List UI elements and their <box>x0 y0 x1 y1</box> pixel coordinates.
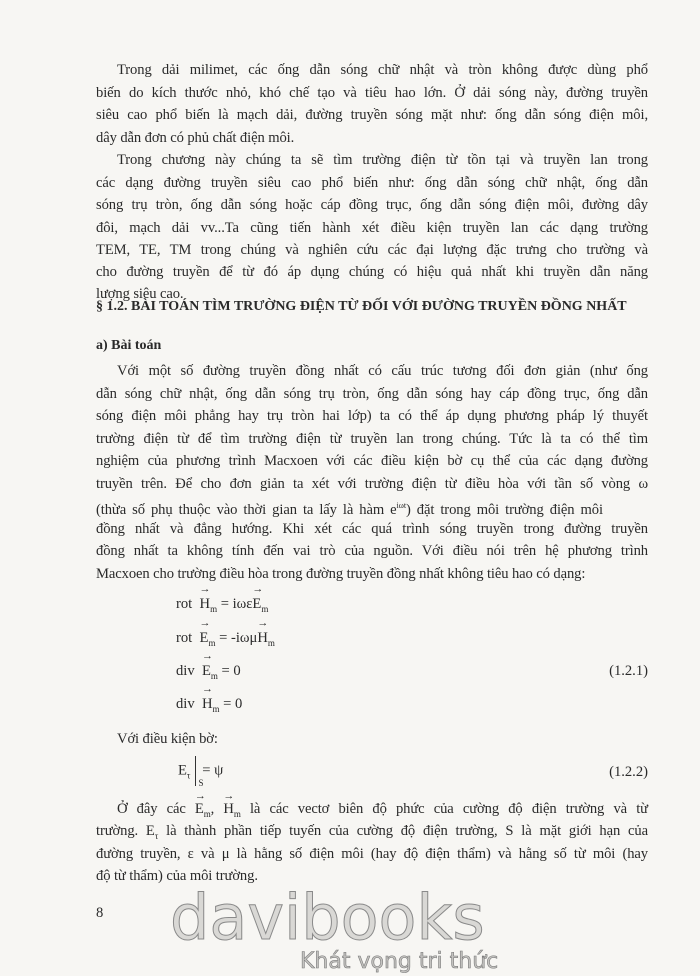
text-line: Ở đây các → $E_m$, → $H_m$ là các vectơ biên độ phức của cường độ điện trường và từ <box>117 799 648 824</box>
text-line: dẫn sóng chữ nhật, ống dẫn sóng trụ tròn, ống dẫn sóng hay cáp đồng trục, ống dẫn <box>96 386 648 402</box>
text-line: Trong dải milimet, các ống dẫn sóng chữ nhật và tròn không được dùng phổ <box>117 62 648 78</box>
boundary-condition-label: Với điều kiện bờ: <box>117 731 218 747</box>
text-line: các dạng đường truyền siêu cao phổ biến như: ống dẫn sóng chữ nhật, ống dẫn <box>96 175 648 191</box>
text-line: sóng điện môi phẳng hay trụ tròn hai lớp) ta có thể áp dụng phương pháp lý thuyết <box>96 408 648 424</box>
equation-rot-h: rot → $H_m = i\omega\varepsilon\to E_m$ <box>176 596 268 614</box>
text-line: Macxoen cho trường điều hòa trong đường truyền đồng nhất không tiêu hao có dạng: <box>96 566 586 582</box>
vector-e: → $E_m$ <box>202 663 218 681</box>
text-line: đồng nhất ta không tính đến vai trò của nguồn. Với điều nói trên hệ phương trình <box>96 543 648 559</box>
text-line: Với một số đường truyền đồng nhất có cấu trúc tương đối đơn giản (như ống <box>117 363 648 379</box>
equation-boundary: $E_\tau$ S = ψ <box>178 756 223 786</box>
vector-e: → $E_m$ <box>200 630 216 648</box>
equation-number: (1.2.1) <box>609 663 648 679</box>
text-line: nghiệm của phương trình Macxoen với các điều kiện bờ cụ thể của các dạng đường <box>96 453 648 469</box>
watermark-logo: davibooks <box>170 881 485 954</box>
text-line: truyền trên. Để cho đơn giản ta xét với trường điện từ điều hòa với tần số vòng ω <box>96 476 648 492</box>
equation-rot-e: rot → $E_m = -i\omega\mu\to H_m$ <box>176 630 275 648</box>
text-line: siêu cao phổ biến là mạch dải, đường truyền sóng mặt như: ống dẫn sóng điện môi, <box>96 107 648 123</box>
page-number: 8 <box>96 905 104 921</box>
text-line: TEM, TE, TM trong chúng và nghiên cứu các đại lượng đặc trưng cho trường và <box>96 242 648 258</box>
section-heading: § 1.2. BÀI TOÁN TÌM TRƯỜNG ĐIỆN TỪ ĐỐI VỚI ĐƯỜNG TRUYỀN ĐỒNG NHẤT <box>96 299 627 314</box>
text-line: độ từ thẩm) của môi trường. <box>96 868 258 884</box>
text-line: trường. $E_\tau$ là thành phần tiếp tuyến của cường độ điện trường, S là mặt giới hạn của <box>96 823 648 841</box>
vector-h: → $H_m$ <box>202 696 220 714</box>
text-line: Trong chương này chúng ta sẽ tìm trường điện từ tồn tại và truyền lan trong <box>117 152 648 168</box>
text-line: trường điện từ để tìm trường điện từ truyền lan trong chúng. Tức là ta có thể tìm <box>96 431 648 447</box>
text-line: lượng siêu cao. <box>96 286 184 302</box>
watermark-slogan: Khát vọng tri thức <box>300 949 499 974</box>
text-line: đồng nhất và đẳng hướng. Khi xét các quá trình sóng truyền trong đường truyền <box>96 521 648 537</box>
text-line: (thừa số phụ thuộc vào thời gian ta lấy là hàm $e^{i\omega t}$) đặt trong môi trường điện môi <box>96 501 603 518</box>
evaluation-bar: S <box>195 756 196 786</box>
text-line: dây dẫn đơn có phủ chất điện môi. <box>96 130 295 146</box>
text-line: đôi, mạch dải vv...Ta cũng tiến hành xét điều kiện truyền lan các dạng trường <box>96 220 648 236</box>
vector-h: → $H_m$ <box>257 630 275 648</box>
vector-h: → $H_m$ <box>200 596 218 614</box>
equation-div-e: div → $E_m = 0$ <box>176 663 241 681</box>
text-line: biến do kích thước nhỏ, khó chế tạo và tiêu hao lớn. Ở dải sóng này, đường truyền <box>96 85 648 101</box>
equation-div-h: div → $H_m = 0$ <box>176 696 242 714</box>
vector-e: → $E_m$ <box>252 596 268 614</box>
text-line: sóng trụ tròn, ống dẫn sóng hoặc cáp đồng trục, ống dẫn sóng điện môi, đường dây <box>96 197 648 213</box>
text-line: đường truyền, ε và μ là hằng số điện môi (hay độ điện thẩm) và hằng số từ môi (hay <box>96 846 648 862</box>
text-line: cho đường truyền để từ đó áp dụng chúng có hiệu quả nhất khi truyền dẫn năng <box>96 264 648 280</box>
equation-number: (1.2.2) <box>609 764 648 780</box>
subsection-heading: a) Bài toán <box>96 338 162 353</box>
